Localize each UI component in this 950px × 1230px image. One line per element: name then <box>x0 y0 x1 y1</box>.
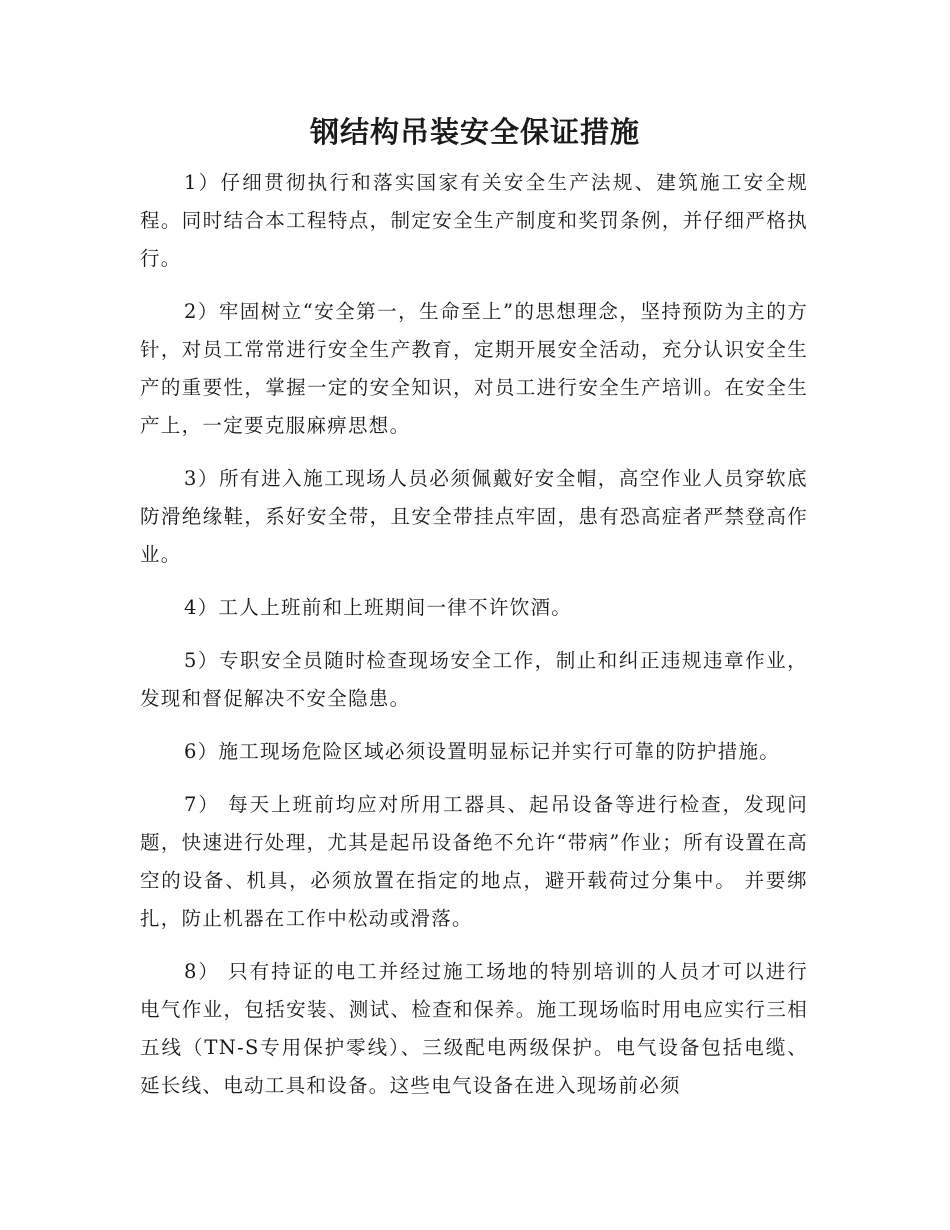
paragraph-5: 5）专职安全员随时检查现场安全工作，制止和纠正违规违章作业，发现和督促解决不安全隐患。 <box>140 649 808 710</box>
document-title: 钢结构吊装安全保证措施 <box>309 115 640 149</box>
paragraph-3: 3）所有进入施工现场人员必须佩戴好安全帽，高空作业人员穿软底防滑绝缘鞋，系好安全带，且安全带挂点牢固，患有恐高症者严禁登高作业。 <box>140 467 808 566</box>
document-body <box>140 164 808 1120</box>
paragraph-8: 8） 只有持证的电工并经过施工场地的特别培训的人员才可以进行电气作业，包括安装、测试、检查和保养。施工现场临时用电应实行三相五线（TN-S专用保护零线）、三级配电两级保护。电气设备包括电缆、延长线、电动工具和设备。这些电气设备在进入现场前必须 <box>140 960 808 1097</box>
paragraph-7: 7） 每天上班前均应对所用工器具、起吊设备等进行检查，发现问题，快速进行处理，尤其是起吊设备绝不允许“带病”作业；所有设置在高空的设备、机具，必须放置在指定的地点，避开载荷过分集中。 并要绑扎，防止机器在工作中松动或滑落。 <box>140 793 808 930</box>
paragraph-4: 4）工人上班前和上班期间一律不许饮酒。 <box>184 596 573 619</box>
paragraph-2: 2）牢固树立“安全第一，生命至上”的思想理念，坚持预防为主的方针，对员工常常进行安全生产教育，定期开展安全活动，充分认识安全生产的重要性，掌握一定的安全知识，对员工进行安全生产培训。在安全生产上，一定要克服麻痹思想。 <box>140 300 808 437</box>
paragraph-6: 6）施工现场危险区域必须设置明显标记并实行可靠的防护措施。 <box>184 740 781 763</box>
paragraph-1: 1）仔细贯彻执行和落实国家有关安全生产法规、建筑施工安全规程。同时结合本工程特点，制定安全生产制度和奖罚条例，并仔细严格执行。 <box>140 171 808 270</box>
